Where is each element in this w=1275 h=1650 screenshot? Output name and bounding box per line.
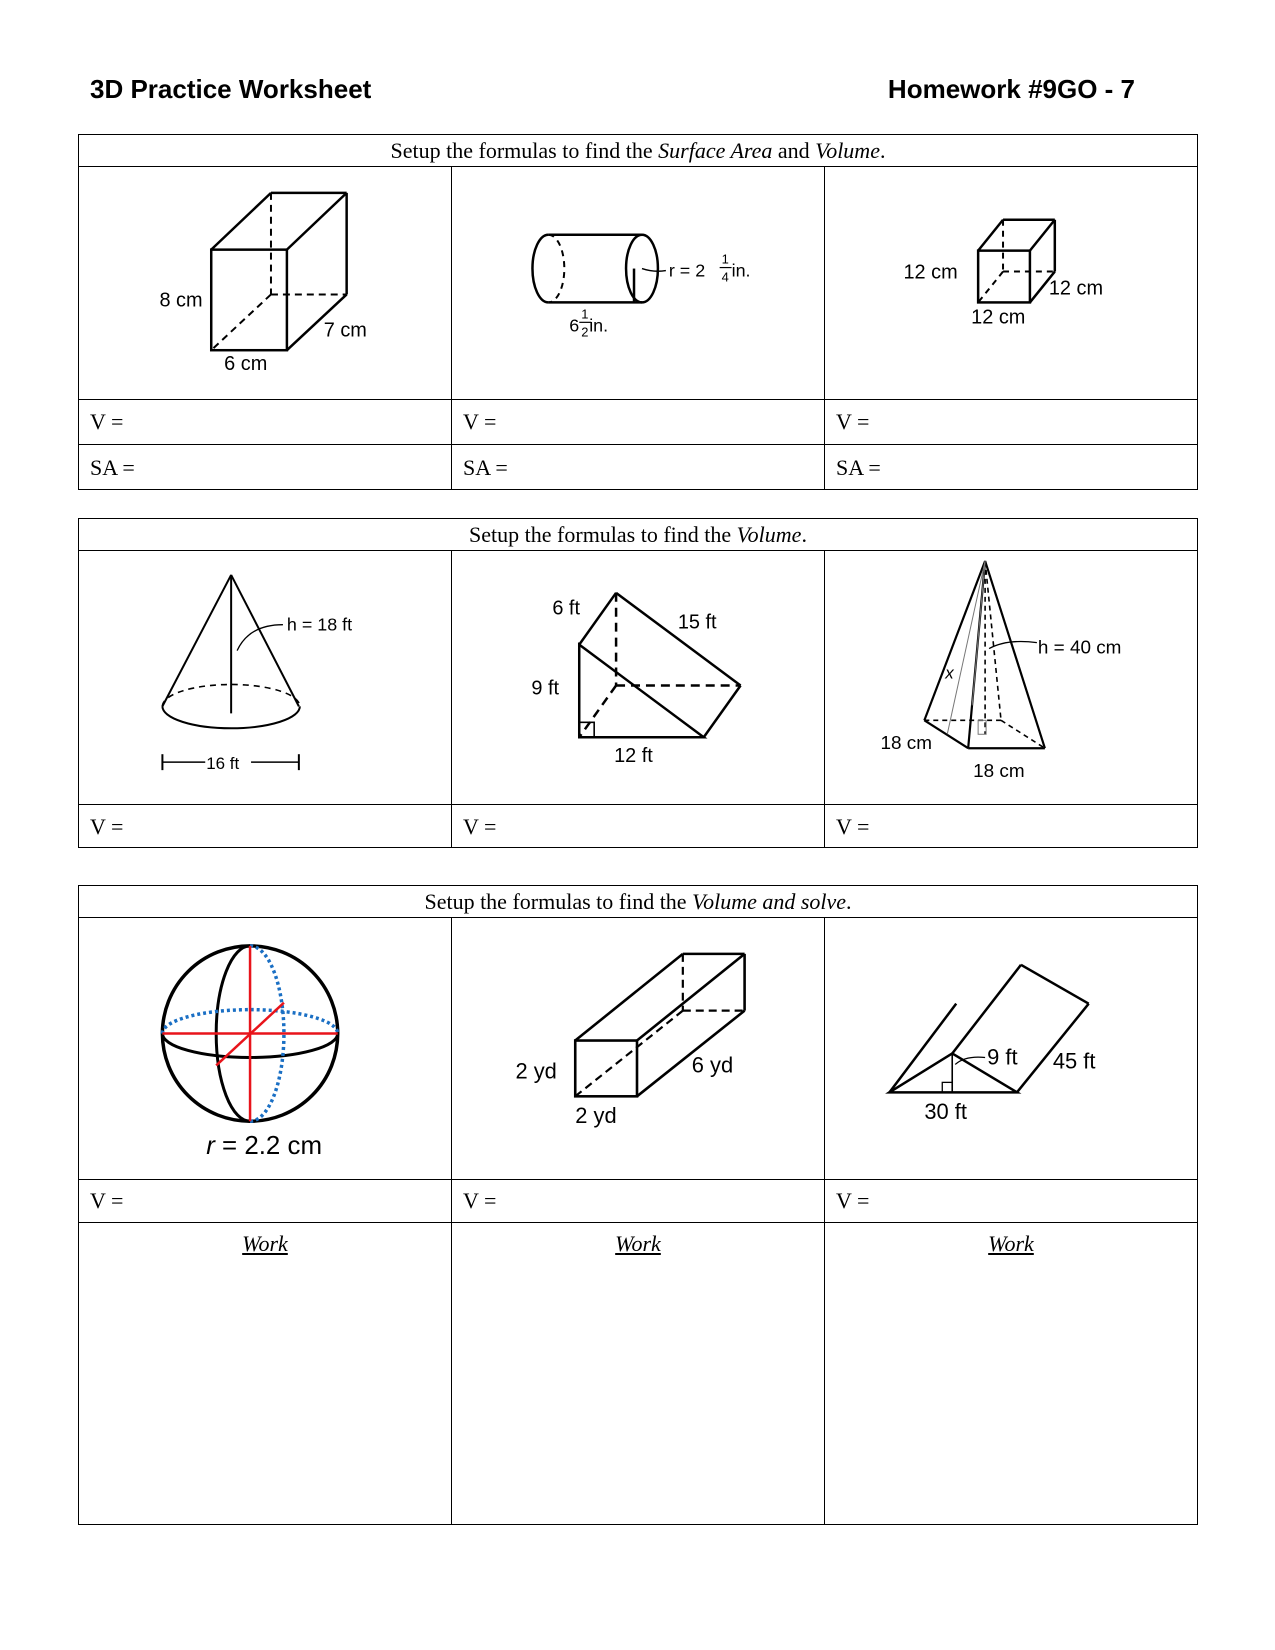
tent-height-label: 9 ft: [987, 1044, 1018, 1070]
cylinder-radius-label: r = 2: [668, 260, 706, 281]
cube-right-label: 12 cm: [1048, 277, 1104, 300]
cube-bottom-label: 12 cm: [971, 306, 1026, 329]
volume-answer-5[interactable]: V =: [452, 805, 825, 848]
surface-area-answer-2[interactable]: SA =: [452, 445, 825, 490]
svg-text:in.: in.: [589, 315, 609, 336]
rect-prism-width-label: 2 yd: [575, 1103, 617, 1129]
section-2-title: Setup the formulas to find the Volume.: [79, 519, 1197, 551]
tri-prism-top-label: 6 ft: [552, 597, 581, 620]
cone-figure: [79, 551, 452, 804]
prism-height-label: 8 cm: [159, 289, 203, 312]
volume-answer-6[interactable]: V =: [836, 813, 870, 839]
cube-left-label: 12 cm: [903, 261, 958, 284]
work-area-2[interactable]: [452, 1223, 825, 1525]
worksheet-title: 3D Practice Worksheet: [90, 74, 372, 104]
rect-prism-length-label: 6 yd: [691, 1052, 734, 1078]
svg-text:in.: in.: [731, 260, 751, 281]
surface-area-answer-1[interactable]: SA =: [79, 445, 452, 490]
volume-row-1: [79, 400, 1197, 445]
figure-row-1: [79, 167, 1197, 400]
cylinder-length-label: 6: [569, 315, 580, 336]
svg-text:1: 1: [581, 306, 589, 322]
cylinder-figure: [452, 167, 825, 399]
rectangular-prism-figure: [79, 167, 452, 399]
rect-prism-height-label: 2 yd: [515, 1058, 557, 1084]
tent-base-label: 30 ft: [924, 1099, 967, 1125]
work-heading: Work: [242, 1231, 288, 1256]
surface-area-row: [79, 445, 1197, 490]
section-volume: [78, 518, 1198, 848]
section-1-title: Setup the formulas to find the Surface Area and Volume.: [79, 135, 1197, 167]
figure-row-3: [79, 918, 1197, 1180]
pyramid-height-label: h = 40 cm: [1037, 637, 1122, 659]
section-3-title: Setup the formulas to find the Volume and solve.: [79, 886, 1197, 918]
square-pyramid-figure: [825, 551, 1197, 804]
tri-prism-slant-label: 15 ft: [677, 611, 717, 634]
tent-length-label: 45 ft: [1052, 1048, 1096, 1074]
volume-answer-3[interactable]: V =: [836, 409, 870, 434]
figure-row-2: [79, 551, 1197, 805]
tent-prism-figure: [825, 918, 1197, 1179]
prism-depth-label: 7 cm: [323, 319, 367, 342]
tri-prism-height-label: 9 ft: [531, 677, 560, 700]
triangular-prism-figure: [452, 551, 825, 804]
volume-answer-7[interactable]: V =: [79, 1180, 452, 1222]
work-area-1[interactable]: [79, 1223, 452, 1525]
volume-row-3: [79, 1180, 1197, 1223]
volume-answer-8[interactable]: V =: [452, 1180, 825, 1222]
cone-diameter-label: 16 ft: [206, 754, 240, 774]
volume-answer-2[interactable]: V =: [452, 400, 825, 444]
volume-answer-1[interactable]: V =: [79, 400, 452, 444]
surface-area-answer-3[interactable]: SA =: [836, 454, 881, 480]
section-surface-area-volume: [78, 134, 1198, 490]
cone-height-label: h = 18 ft: [286, 614, 353, 635]
cube-figure: [825, 167, 1197, 399]
work-area-3[interactable]: [825, 1223, 1197, 1525]
tri-prism-base-label: 12 ft: [614, 745, 653, 768]
section-volume-solve: [78, 885, 1198, 1525]
pyramid-right-label: 18 cm: [973, 761, 1025, 783]
work-heading: Work: [615, 1231, 661, 1256]
prism-width-label: 6 cm: [224, 353, 268, 376]
pyramid-left-label: 18 cm: [880, 733, 933, 755]
sphere-radius-label: r = 2.2 cm: [206, 1132, 323, 1161]
svg-text:4: 4: [721, 269, 729, 285]
sphere-figure: [79, 918, 452, 1179]
volume-answer-9[interactable]: V =: [836, 1188, 870, 1213]
svg-text:1: 1: [721, 251, 729, 267]
pyramid-slant-label: x: [945, 663, 954, 683]
work-row: [79, 1223, 1197, 1525]
work-heading: Work: [988, 1231, 1034, 1256]
volume-answer-4[interactable]: V =: [79, 805, 452, 848]
homework-number: Homework #9GO - 7: [887, 74, 1135, 104]
volume-row-2: [79, 805, 1197, 848]
svg-text:2: 2: [581, 324, 589, 340]
rectangular-prism-2-figure: [452, 918, 825, 1179]
